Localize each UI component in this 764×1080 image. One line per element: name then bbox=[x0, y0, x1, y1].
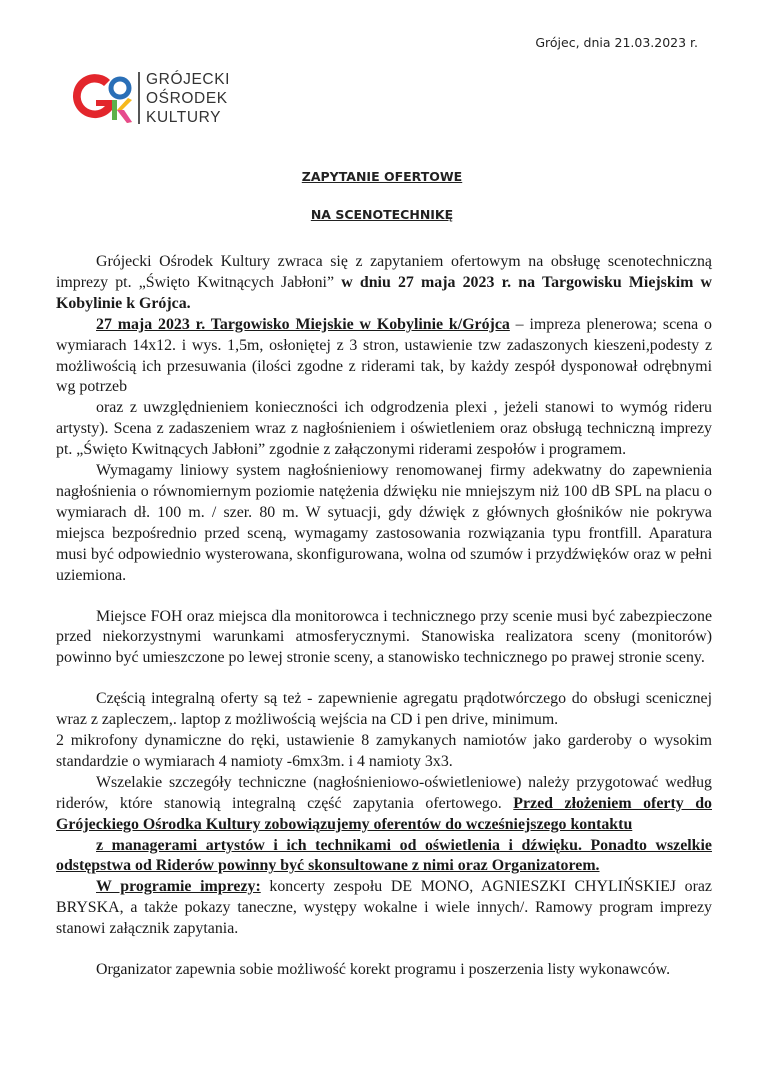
intro-date-location: w dniu 27 maja 2023 r. na Targowisku Miejskim w Kobylinie k Grójca. bbox=[56, 273, 713, 312]
paragraph-equipment bbox=[56, 689, 712, 731]
document-body bbox=[56, 252, 712, 981]
program-text: koncerty zespołu DE MONO, AGNIESZKI CHYLIŃSKIEJ oraz BRYSKA, a także pokazy taneczne, występy wokalne i wiele innych/. Ramowy program imprezy stanowi załącznik zapytania. bbox=[56, 878, 712, 938]
intro-text: Grójecki Ośrodek Kultury zwraca się z zapytaniem ofertowym na obsługę scenotechniczną imprezy pt. „Święto Kwitnących Jabłoni” bbox=[56, 253, 712, 291]
logo-line-2: OŚRODEK bbox=[146, 90, 228, 107]
equipment-text: Częścią integralną oferty są też - zapewnienie agregatu prądotwórczego do obsługi scenicznej wraz z zapleczem,. laptop z możliwością wejścia na CD i pen drive, minimum. bbox=[56, 690, 712, 729]
scene-description-cont: oraz z uwzględnieniem konieczności ich odgrodzenia plexi , jeżeli stanowi to wymóg rideru artysty). Scena z zadaszeniem wraz z nagłośnieniem i oświetleniem oraz obsługą techniczną imprezy pt. „Święto Kwitnących Jabłoni” zgodnie z załączonymi riderami zespołów i programem. bbox=[56, 399, 712, 459]
riders-contact-notice-cont: z managerami artystów i ich technikami od oświetlenia i dźwięku. Ponadto wszelkie odstępstwa od Riderów powinny być skonsultowane z nimi oraz Organizatorem. bbox=[56, 836, 712, 875]
event-date-location: 27 maja 2023 r. Targowisko Miejskie w Kobylinie k/Grójca bbox=[96, 315, 510, 333]
paragraph-scene-cont bbox=[56, 398, 712, 461]
document-subtitle: NA SCENOTECHNIKĘ bbox=[310, 207, 454, 222]
paragraph-program bbox=[56, 877, 712, 940]
paragraph-foh: Miejsce FOH oraz miejsca dla monitorowca i technicznego przy scenie musi być zabezpieczone przed niekorzystnymi warunkami atmosferycznymi. Stanowiska realizatora sceny (monitorów) powinno być umieszczone po lewej stronie sceny, a stanowisko technicznego po prawej stronie sceny. bbox=[56, 607, 712, 667]
scene-description: – impreza plenerowa; scena o wymiarach 14x12. i wys. 1,5m, osłoniętej z 3 stron, ustawienie tzw zadaszonych kieszeni,podesty z możliwością ich przesuwania (ilości zgodne z riderami tak, by każdy zespół dysponował odrębnymi wg potrzeb bbox=[56, 315, 712, 396]
paragraph-riders-cont bbox=[56, 836, 712, 878]
document-date: Grójec, dnia 21.03.2023 r. bbox=[535, 35, 698, 50]
paragraph-closing: Organizator zapewnia sobie możliwość korekt programu i poszerzenia listy wykonawców. bbox=[96, 961, 671, 979]
riders-contact-notice: Przed złożeniem oferty do Grójeckiego Ośrodka Kultury zobowiązujemy oferentów do wcześniejszego kontaktu bbox=[56, 794, 712, 833]
paragraph-scene bbox=[56, 315, 712, 399]
document-title: ZAPYTANIE OFERTOWE bbox=[301, 169, 463, 184]
paragraph-riders bbox=[56, 773, 712, 836]
logo-wordmark bbox=[146, 70, 230, 127]
program-label: W programie imprezy: bbox=[96, 878, 261, 896]
logo-line-3: KULTURY bbox=[146, 109, 222, 126]
riders-text: Wszelakie szczegóły techniczne (nagłośnieniowo-oświetleniowe) należy przygotować według riderów, które stanowią integralną część zapytania ofertowego. bbox=[56, 773, 712, 812]
paragraph-intro bbox=[56, 252, 712, 315]
paragraph-sound: Wymagamy liniowy system nagłośnieniowy renomowanej firmy adekwatny do zapewnienia nagłośnienia o równomiernym poziomie natężenia dźwięku nie mniejszym niż 100 dB SPL na placu o wymiarach dł. 100 m. / szer. 80 m. W sytuacji, gdy dźwięk z głównych głośników nie pokrywa miejsca bezpośrednio przed sceną, wymagamy zastosowania rozwiązania typu frontfill. Aparatura musi być odpowiednio wysterowana, skonfigurowana, wolna od szumów i przydźwięków oraz w pełni uziemiona. bbox=[56, 462, 712, 584]
logo-line-1: GRÓJECKI bbox=[146, 71, 231, 88]
paragraph-equipment-cont: 2 mikrofony dynamiczne do ręki, ustawienie 8 zamykanych namiotów jako garderoby o wysokim standardzie o wymiarach 4 namioty -6mx3m. i 4 namioty 3x3. bbox=[56, 732, 712, 770]
logo-divider bbox=[138, 72, 140, 124]
